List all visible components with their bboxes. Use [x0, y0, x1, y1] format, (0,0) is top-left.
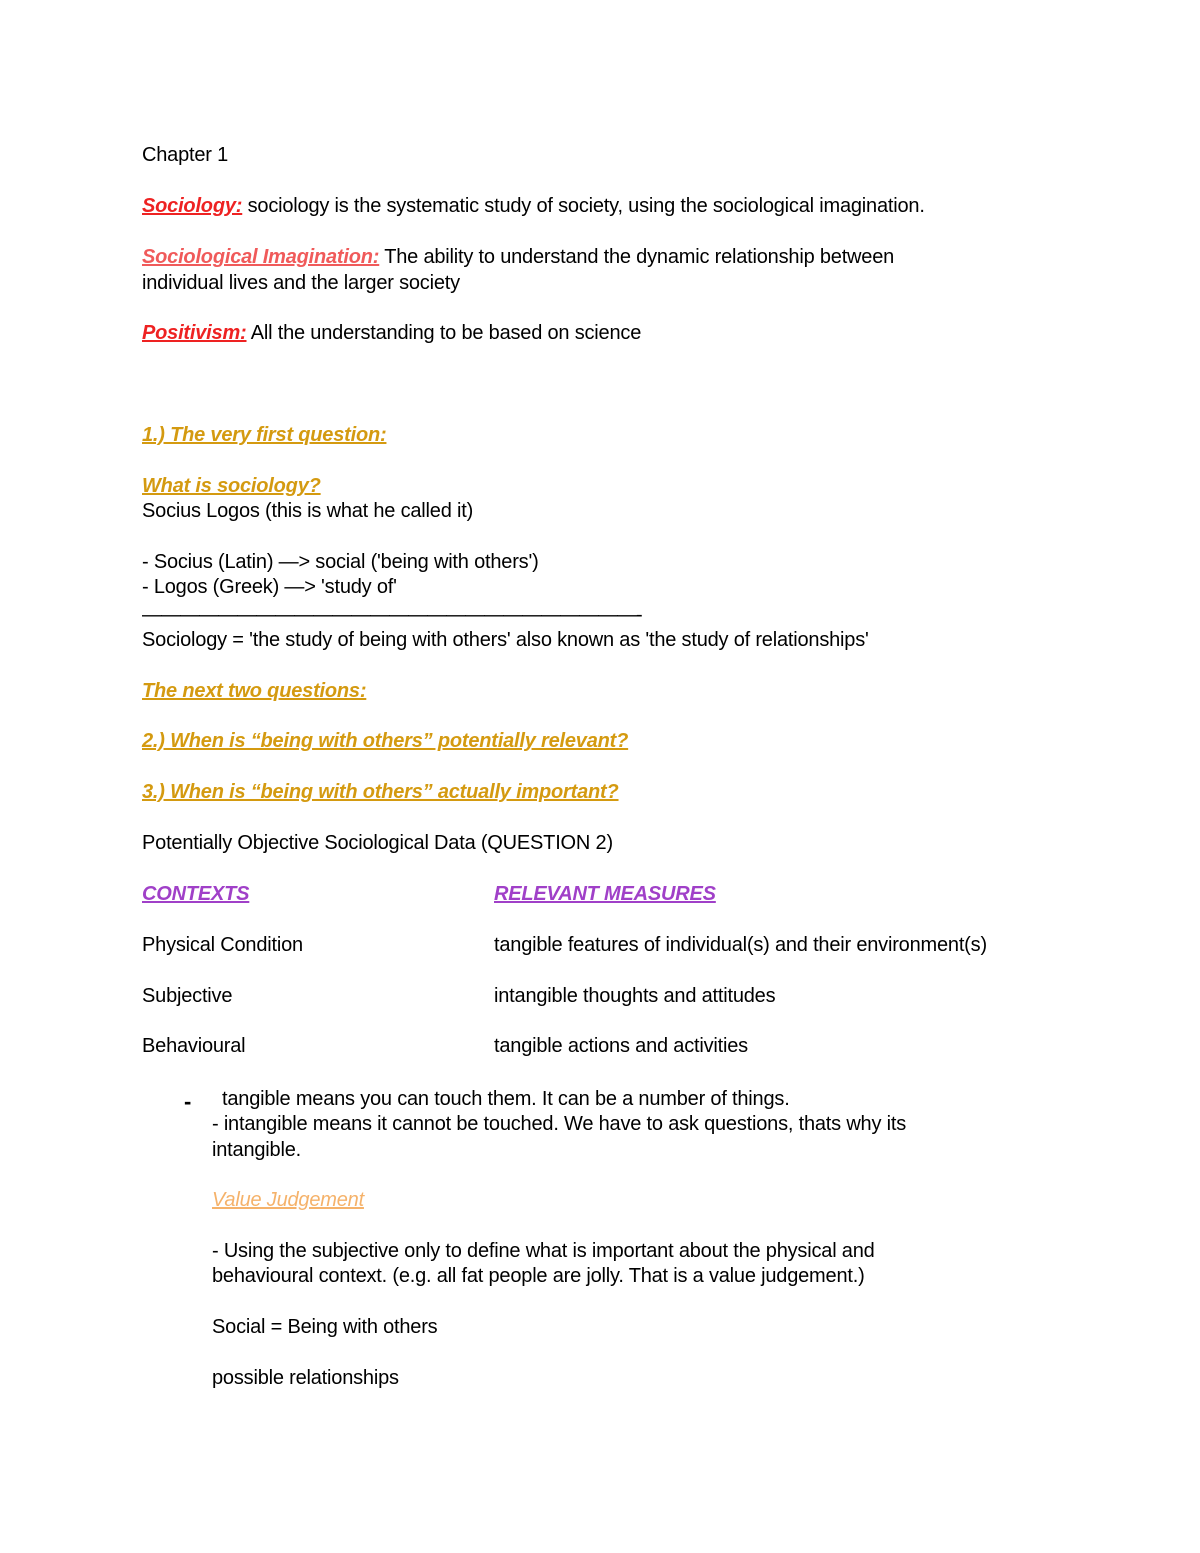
term-positivism: Positivism:: [142, 322, 247, 344]
socius-logos-line: Socius Logos (this is what he called it): [142, 500, 474, 522]
definition-sociology: [142, 193, 925, 219]
logos-item: - Logos (Greek) —> 'study of': [142, 576, 397, 598]
definition-sociological-imagination: [142, 244, 894, 270]
bullet-dash: -: [184, 1089, 192, 1114]
next-questions-heading: The next two questions:: [142, 680, 367, 702]
value-judgement-text-continuation: behavioural context. (e.g. all fat people are jolly. That is a value judgement.): [212, 1265, 865, 1287]
question-1-subheading: What is sociology?: [142, 475, 321, 497]
table-row-measure: tangible features of individual(s) and their environment(s): [494, 934, 987, 956]
table-row-context: Subjective: [142, 985, 233, 1007]
note-intangible-continuation: intangible.: [212, 1139, 301, 1161]
social-definition: Social = Being with others: [212, 1316, 438, 1338]
data-title: Potentially Objective Sociological Data (QUESTION 2): [142, 832, 613, 854]
definition-sociological-imagination-continuation: individual lives and the larger society: [142, 272, 460, 294]
sociology-summary: Sociology = 'the study of being with others' also known as 'the study of relationships': [142, 629, 869, 651]
question-2: 2.) When is “being with others” potentially relevant?: [142, 730, 629, 752]
question-1-heading: 1.) The very first question:: [142, 424, 387, 446]
possible-relationships: possible relationships: [212, 1367, 399, 1389]
table-row-measure: intangible thoughts and attitudes: [494, 985, 776, 1007]
socius-item: - Socius (Latin) —> social ('being with others'): [142, 551, 539, 573]
value-judgement-heading: Value Judgement: [212, 1189, 364, 1211]
term-sociological-imagination: Sociological Imagination:: [142, 246, 380, 268]
table-header-relevant-measures: RELEVANT MEASURES: [494, 883, 716, 905]
definition-positivism-text: All the understanding to be based on science: [246, 322, 642, 344]
term-sociology: Sociology:: [142, 195, 243, 217]
definition-positivism: [142, 320, 641, 346]
note-intangible: - intangible means it cannot be touched. We have to ask questions, thats why its: [212, 1113, 907, 1135]
divider-rule: ——————————————————————————-: [142, 604, 642, 626]
table-row-context: Physical Condition: [142, 934, 303, 956]
table-row-context: Behavioural: [142, 1035, 246, 1057]
note-tangible: tangible means you can touch them. It can be a number of things.: [222, 1088, 790, 1110]
table-header-contexts: CONTEXTS: [142, 883, 250, 905]
question-3: 3.) When is “being with others” actually important?: [142, 781, 619, 803]
definition-sociological-imagination-text: The ability to understand the dynamic relationship between: [379, 246, 895, 268]
chapter-title: Chapter 1: [142, 144, 229, 166]
table-row-measure: tangible actions and activities: [494, 1035, 748, 1057]
value-judgement-text: - Using the subjective only to define what is important about the physical and: [212, 1240, 875, 1262]
definition-sociology-text: sociology is the systematic study of society, using the sociological imagination.: [242, 195, 925, 217]
